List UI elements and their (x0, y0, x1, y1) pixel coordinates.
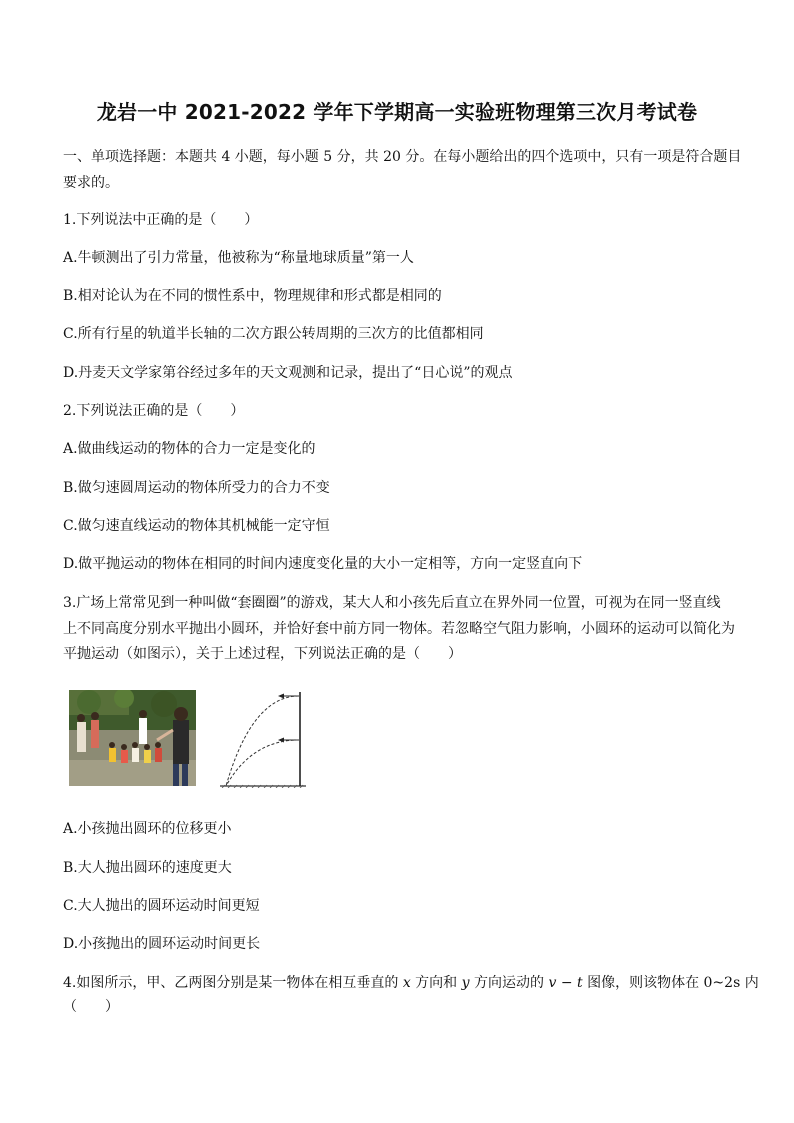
question-3-option-c: C.大人抛出的圆环运动时间更短 (63, 898, 260, 914)
section-instruction-line1: 一、单项选择题：本题共 4 小题，每小题 5 分，共 20 分。在每小题给出的四个选项中，只有一项是符合题目 (63, 149, 742, 165)
question-1-stem: 1.下列说法中正确的是（ ） (63, 212, 259, 228)
question-3-stem-line1: 3.广场上常常见到一种叫做“套圈圈”的游戏，某大人和小孩先后直立在界外同一位置，可视为在同一竖直线 (63, 595, 721, 611)
question-2-option-c: C.做匀速直线运动的物体其机械能一定守恒 (63, 518, 330, 534)
variable-v-t: v − t (548, 975, 583, 991)
question-3-stem-line3: 平抛运动（如图示），关于上述过程，下列说法正确的是（ ） (63, 646, 462, 662)
question-4-stem-line2: （ ） (63, 999, 119, 1015)
question-2-stem: 2.下列说法正确的是（ ） (63, 403, 245, 419)
projectile-motion-diagram (212, 688, 312, 788)
ring-toss-photo (69, 690, 196, 786)
question-3-option-a: A.小孩抛出圆环的位移更小 (63, 821, 232, 837)
question-2-option-a: A.做曲线运动的物体的合力一定是变化的 (63, 441, 316, 457)
question-1-option-b: B.相对论认为在不同的惯性系中，物理规律和形式都是相同的 (63, 288, 442, 304)
question-4-stem-part-d: 图像，则该物体在 0~2s 内 (582, 975, 759, 991)
question-4-stem-part-c: 方向运动的 (469, 975, 549, 991)
question-4-stem-line1 (63, 972, 759, 992)
question-3-option-b: B.大人抛出圆环的速度更大 (63, 860, 232, 876)
question-3-option-d: D.小孩抛出的圆环运动时间更长 (63, 936, 261, 952)
section-instruction-line2: 要求的。 (63, 175, 119, 191)
question-1-option-a: A.牛顿测出了引力常量，他被称为“称量地球质量”第一人 (63, 250, 414, 266)
page-title: 龙岩一中 2021-2022 学年下学期高一实验班物理第三次月考试卷 (96, 100, 698, 124)
variable-x: x (402, 975, 411, 991)
question-2-option-b: B.做匀速圆周运动的物体所受力的合力不变 (63, 480, 330, 496)
question-4-stem-part-b: 方向和 (410, 975, 462, 991)
variable-y: y (461, 975, 470, 991)
question-3-stem-line2: 上不同高度分别水平抛出小圆环，并恰好套中前方同一物体。若忽略空气阻力影响，小圆环的运动可以简化为 (63, 621, 735, 637)
question-4-stem-part-a: 4.如图所示，甲、乙两图分别是某一物体在相互垂直的 (63, 975, 403, 991)
question-1-option-c: C.所有行星的轨道半长轴的二次方跟公转周期的三次方的比值都相同 (63, 326, 484, 342)
question-1-option-d: D.丹麦天文学家第谷经过多年的天文观测和记录，提出了“日心说”的观点 (63, 365, 513, 381)
question-2-option-d: D.做平抛运动的物体在相同的时间内速度变化量的大小一定相等，方向一定竖直向下 (63, 556, 583, 572)
